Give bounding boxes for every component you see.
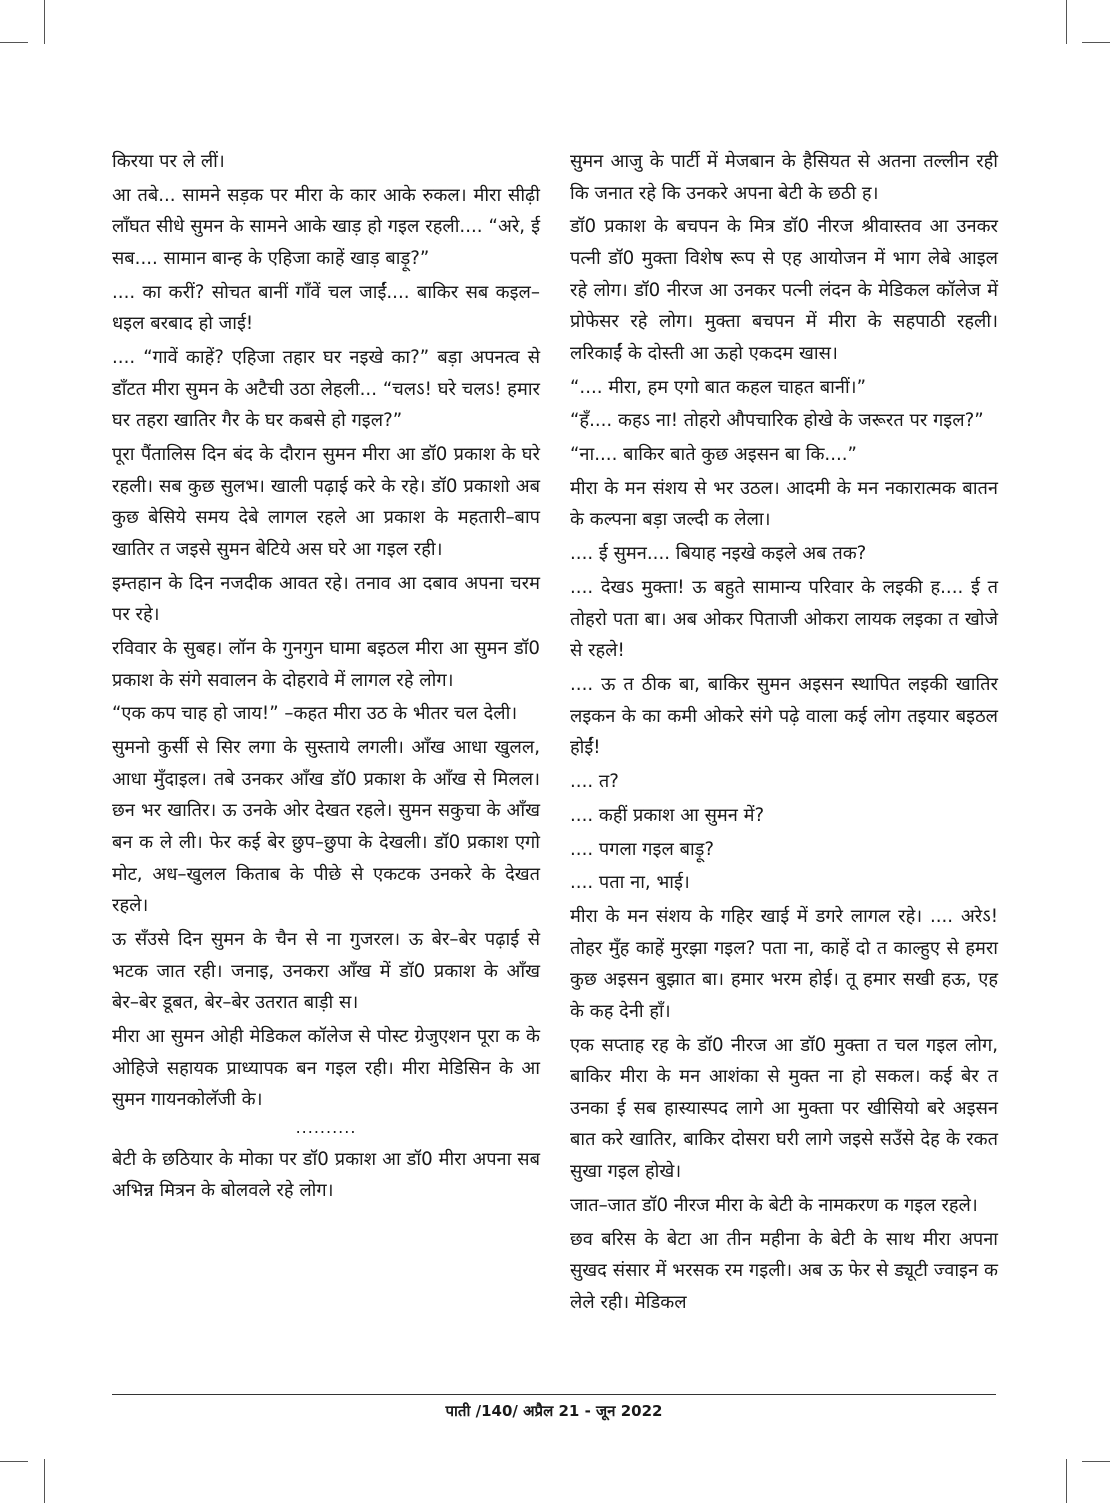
paragraph: एक सप्ताह रह के डॉ0 नीरज आ डॉ0 मुक्ता त चल गइल लोग, बाकिर मीरा के मन आशंका से मुक्त ना हो सकल। कई बेर त उनका ई सब हास्यास्पद लागे आ मुक्ता पर खीसियो बरे अइसन बात करे खातिर, बाकिर दोसरा घरी लागे जइसे सउँसे देह के रकत सुखा गइल होखे। <box>570 1034 998 1183</box>
paragraph: .... “गावें काहें? एहिजा तहार घर नइखे का?” बड़ा अपनत्व से डाँटत मीरा सुमन के अटैची उठा लेहली... “चलऽ! घरे चलऽ! हमार घर तहरा खातिर गैर के घर कबसे हो गइल?” <box>112 347 540 432</box>
paragraph: मीरा आ सुमन ओही मेडिकल कॉलेज से पोस्ट ग्रेजुएशन पूरा क के ओहिजे सहायक प्राध्यापक बन गइल रही। मीरा मेडिसिन के आ सुमन गायनकोलॅजी के। <box>112 1025 540 1111</box>
paragraph: आ तबे... सामने सड़क पर मीरा के कार आके रुकल। मीरा सीढ़ी लाँघत सीधे सुमन के सामने आके खाड़ हो गइल रहली.... “अरे, ई सब.... सामान बान्ह के एहिजा काहें खाड़ बाड़ू?” <box>112 184 540 269</box>
paragraph: छव बरिस के बेटा आ तीन महीना के बेटी के साथ मीरा अपना सुखद संसार में भरसक रम गइली। अब ऊ फेर से ड्यूटी ज्वाइन क लेले रही। मेडिकल <box>570 1228 998 1313</box>
page-footer: पाती /140/ अप्रैल 21 - जून 2022 <box>445 1402 663 1420</box>
paragraph: .... कहीं प्रकाश आ सुमन में? <box>570 804 765 826</box>
paragraph: जात–जात डॉ0 नीरज मीरा के बेटी के नामकरण क गइल रहले। <box>570 1194 978 1216</box>
paragraph: डॉ0 प्रकाश के बचपन के मित्र डॉ0 नीरज श्रीवास्तव आ उनकर पत्नी डॉ0 मुक्ता विशेष रूप से एह आयोजन में भाग लेबे आइल रहे लोग। डॉ0 नीरज आ उनकर पत्नी लंदन के मेडिकल कॉलेज में प्रोफेसर रहे लोग। मुक्ता बचपन में मीरा के सहपाठी रहली। लरिकाईं के दोस्ती आ ऊहो एकदम खास। <box>570 216 998 364</box>
paragraph: रविवार के सुबह। लॉन के गुनगुन घामा बइठल मीरा आ सुमन डॉ0 प्रकाश के संगे सवालन के दोहरावे में लागल रहे लोग। <box>112 638 540 691</box>
paragraph: .... त? <box>570 770 619 792</box>
paragraph: सुमनो कुर्सी से सिर लगा के सुस्ताये लगली। आँख आधा खुलल, आधा मुँदाइल। तबे उनकर आँख डॉ0 प्रकाश के आँख से मिलल। छन भर खातिर। ऊ उनके ओर देखत रहले। सुमन सकुचा के आँख बन क ले ली। फेर कई बेर छुप–छुपा के देखली। डॉ0 प्रकाश एगो मोट, अध–खुलल किताब के पीछे से एकटक उनकरे के देखत रहले। <box>112 737 540 917</box>
paragraph: “हँ.... कहऽ ना! तोहरो औपचारिक होखे के जरूरत पर गइल?” <box>570 410 984 432</box>
paragraph: .... ई सुमन.... बियाह नइखे कइले अब तक? <box>570 543 867 565</box>
left-column <box>112 146 540 1209</box>
paragraph: सुमन आजु के पार्टी में मेजबान के हैसियत से अतना तल्लीन रही कि जनात रहे कि उनकरे अपना बेटी के छठी ह। <box>570 151 998 204</box>
crop-mark <box>44 0 45 44</box>
crop-mark <box>44 1459 45 1503</box>
paragraph: .... पगला गइल बाड़ू? <box>570 838 715 860</box>
paragraph: बेटी के छठियार के मोका पर डॉ0 प्रकाश आ डॉ0 मीरा अपना सब अभिन्न मित्रन के बोलवले रहे लोग। <box>112 1148 540 1202</box>
paragraph: मीरा के मन संशय के गहिर खाई में डगरे लागल रहे। .... अरेऽ! तोहर मुँह काहें मुरझा गइल? पता ना, काहें दो त काल्हुए से हमरा कुछ अइसन बुझात बा। हमार भरम होई। तू हमार सखी हऊ, एह के कह देनी हाँ। <box>570 906 998 1022</box>
crop-mark <box>1066 0 1067 44</box>
paragraph: .... देखऽ मुक्ता! ऊ बहुते सामान्य परिवार के लइकी ह.... ई त तोहरो पता बा। अब ओकर पिताजी ओकरा लायक लइका त खोजे से रहले! <box>570 577 998 662</box>
paragraph: .... का करीं? सोचत बानीं गाँवें चल जाईं.... बाकिर सब कइल–धइल बरबाद हो जाई! <box>112 281 540 335</box>
paragraph: पूरा पैंतालिस दिन बंद के दौरान सुमन मीरा आ डॉ0 प्रकाश के घरे रहली। सब कुछ सुलभ। खाली पढ़ाई करे के रहे। डॉ0 प्रकाशो अब कुछ बेसिये समय देबे लागल रहले आ प्रकाश के महतारी–बाप खातिर त जइसे सुमन बेटिये अस घरे आ गइल रही। <box>112 444 540 560</box>
paragraph: .... ऊ त ठीक बा, बाकिर सुमन अइसन स्थापित लइकी खातिर लइकन के का कमी ओकरे संगे पढ़े वाला कई लोग तइयार बइठल होईं! <box>570 674 998 759</box>
paragraph: इम्तहान के दिन नजदीक आवत रहे। तनाव आ दबाव अपना चरम पर रहे। <box>112 572 540 626</box>
crop-mark <box>0 42 28 43</box>
paragraph: मीरा के मन संशय से भर उठल। आदमी के मन नकारात्मक बातन के कल्पना बड़ा जल्दी क लेला। <box>570 477 998 531</box>
crop-mark <box>0 1461 28 1462</box>
section-separator: .......... <box>295 1117 357 1137</box>
crop-mark <box>1082 42 1110 43</box>
footer-rule <box>112 1394 996 1395</box>
paragraph: .... पता ना, भाई। <box>570 872 690 894</box>
right-column <box>570 146 998 1321</box>
crop-mark <box>1082 1461 1110 1462</box>
paragraph: “ना.... बाकिर बाते कुछ अइसन बा कि....” <box>570 444 857 466</box>
paragraph: किरया पर ले लीं। <box>112 151 225 172</box>
crop-mark <box>1066 1459 1067 1503</box>
paragraph: ऊ सँउसे दिन सुमन के चैन से ना गुजरल। ऊ बेर–बेर पढ़ाई से भटक जात रही। जनाइ, उनकरा आँख में डॉ0 प्रकाश के आँख बेर–बेर डूबत, बेर–बेर उतरात बाड़ी स। <box>112 928 540 1014</box>
paragraph: “एक कप चाह हो जाय!” –कहत मीरा उठ के भीतर चल देली। <box>112 703 518 725</box>
paragraph: “.... मीरा, हम एगो बात कहल चाहत बानीं।” <box>570 376 866 398</box>
